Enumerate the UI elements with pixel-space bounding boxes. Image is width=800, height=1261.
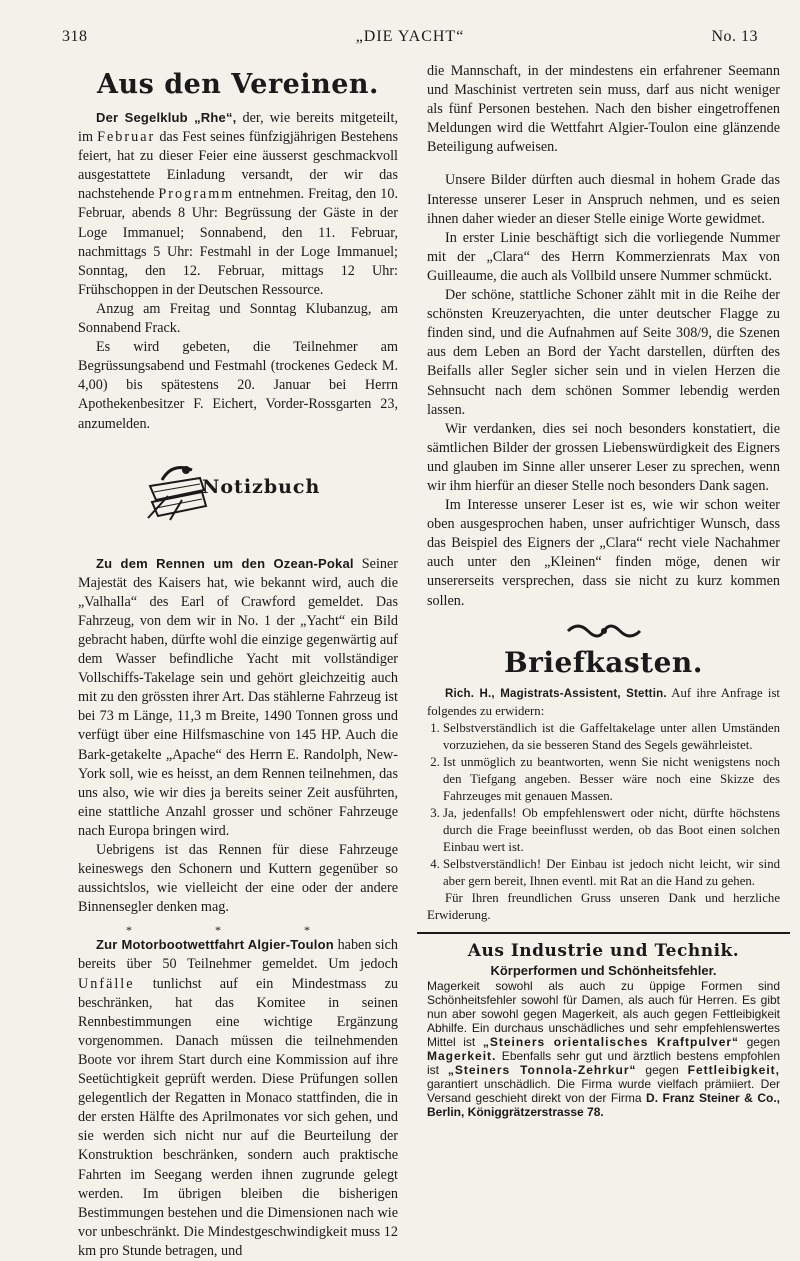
- horizontal-rule: [417, 932, 790, 934]
- briefkasten-body: [427, 685, 780, 924]
- brief-closing: Für Ihren freundlichen Gruss unseren Dank und herzliche Erwiderung.: [427, 890, 780, 922]
- paragraph-bilder: Unsere Bilder dürften auch diesmal in hohem Grade das Interesse unserer Leser in Anspruch nehmen, und es seien ihnen daher wieder an dieser Stelle einige Worte gewidmet.: [427, 172, 780, 227]
- paragraph-interesse: Im Interesse unserer Leser ist es, wie wir schon weiter oben ausgesprochen haben, unser aufrichtiger Wunsch, dass das Beispiel des Eigners der „Clara“ recht viele Nachahmer auch unter den „Kleinen“ finden möge, denen wir unsererseits versprechen, dass sie nicht zu kurz kommen sollen.: [427, 497, 780, 609]
- brief-intro: [427, 685, 780, 720]
- paragraph-ozean-pokal: [78, 554, 398, 841]
- section-separator-stars: * * *: [126, 923, 350, 938]
- industry-text-3: Ebenfalls sehr gut und ärztlich bestens empfohlen ist: [427, 1048, 780, 1077]
- section-heading-vereinen: Aus den Vereinen.: [97, 69, 379, 100]
- industry-magerkeit: Magerkeit.: [427, 1048, 497, 1063]
- motor-text-2: tunlichst auf ein Mindestmass zu beschränken, hat das Komitee in seinen Rennbestimmungen eine wichtige Ergänzung vorgenommen. Danach müssen die teilnehmenden Boote vor ihrem Start durch eine Kommission auf ihre Seetüchtigkeit geprüft werden. Diese Prüfungen sollen gelegentlich der Regatten in Monaco stattfinden, die in der ersten Hälfte des Aprilmonates vor sich gehen, und sie werden sich nicht nur auf die Beurteilung der Konstruktion beschränken, sondern auch praktische Fahrten im Seegang werden ihnen zugrunde gelegt werden. Im übrigen bleiben die bisherigen Bestimmungen bestehen und die Dimensionen nach wie vor unbeschränkt. Die Mindestgeschwindigkeit muss 12 km pro Stunde betragen, und: [78, 975, 398, 1259]
- paragraph-uebrigens: Uebrigens ist das Rennen für diese Fahrzeuge keineswegs den Schonern und Kuttern gegenüber so aussichtslos, wie vielleicht der eine oder der andere Binnensegler denken mag.: [78, 842, 398, 916]
- industry-text-1: Magerkeit sowohl als auch zu üppige Formen sind Schönheitsfehler sowohl für Damen, als auch für Herren. Es gibt nun aber sowohl gegen Magerkeit, als auch gegen Fettleibigkeit Abhilfe. Ein durchaus unschädliches und sehr empfehlenswertes Mittel ist: [427, 978, 780, 1049]
- segelklub-text-3: entnehmen. Freitag, den 10. Februar, abends 8 Uhr: Begrüssung der Gäste in der Loge Immanuel; Sonnabend, den 11. Februar, nachmittags 5 Uhr: Festmahl in der Loge Immanuel; Sonntag, den 12. Februar, mittags 12 Uhr: Frühschoppen in der Deutschen Ressource.: [78, 186, 398, 298]
- brief-answer: 3. Ja, jedenfalls! Ob empfehlenswert oder nicht, dürfte höchstens durch die Frage beeinflusst werden, ob das Boot einen solchen Einbau wert ist.: [443, 805, 780, 856]
- brief-lead: Rich. H., Magistrats-Assistent, Stettin.: [445, 687, 667, 700]
- segelklub-text-2: das Fest seines fünfzigjährigen Bestehens feiert, hat zu dieser Feier eine äusserst geschmackvoll ausgestattete Einladung versandt, der wir das nachstehende: [78, 129, 398, 203]
- section-heading-briefkasten: Briefkasten.: [503, 645, 704, 679]
- right-column: [427, 62, 780, 1119]
- paragraph-anzug: Anzug am Freitag und Sonntag Klubanzug, am Sonnabend Frack.: [78, 300, 398, 337]
- notizbuch-vignette: [142, 456, 322, 526]
- segelklub-lead: Der Segelklub „Rhe“,: [96, 110, 237, 125]
- paragraph-clara: In erster Linie beschäftigt sich die vorliegende Nummer mit der „Clara“ des Herrn Kommerzienrats Max von Guilleaume, die auch als Vollbild unsere Nummer schmückt.: [427, 229, 780, 284]
- industry-kraftpulver: „Steiners orientalisches Kraftpulver“: [482, 1034, 740, 1049]
- left-column: [78, 62, 398, 1261]
- industry-subheading: Körperformen und Schönheitsfehler.: [490, 962, 717, 978]
- ornament-icon: [564, 621, 644, 641]
- industry-text-4: gegen: [636, 1062, 688, 1077]
- journal-title: „DIE YACHT“: [355, 28, 465, 45]
- motor-text-1: haben sich bereits über 50 Teilnehmer gemeldet. Um jedoch: [78, 937, 398, 973]
- paragraph-verdanken: Wir verdanken, dies sei noch besonders konstatiert, die sämtlichen Bilder der grossen Liebenswürdigkeit des Eigners und glauben im Sinne aller unserer Leser zu sprechen, wenn wir ihm hierfür an dieser Stelle noch besonders Dank sagen.: [427, 420, 780, 494]
- paragraph-gebeten: Es wird gebeten, die Teilnehmer am Begrüssungsabend und Festmahl (trockenes Gedeck M. 4,00) bis spätestens 20. Januar bei Herrn Apothekenbesitzer F. Eichert, Vorder-Rossgarten 23, anzumelden.: [78, 339, 398, 432]
- page-header: [62, 28, 758, 52]
- page-number: 318: [62, 28, 88, 45]
- paragraph-motorboot: [78, 935, 398, 1261]
- industry-tonnola: „Steiners Tonnola-Zehrkur“: [447, 1062, 637, 1077]
- notizbuch-title: Notizbuch: [202, 475, 321, 498]
- segelklub-februar: Februar: [97, 129, 156, 146]
- industry-fett: Fettleibigkeit,: [687, 1062, 780, 1077]
- brief-intro-text: Auf ihre Anfrage ist folgendes zu erwidern:: [427, 685, 780, 718]
- industry-text-2: gegen: [739, 1034, 781, 1049]
- paragraph-schoner: Der schöne, stattliche Schoner zählt mit in die Reihe der schönsten Kreuzeryachten, die unter deutscher Flagge zu finden sind, und die Aufnahmen auf Seite 308/9, die Szenen aus dem Leben an Bord der Yacht darstellen, dürften des Beifalls aller Segler sicher sein und in vielen Herzen die Sehnsucht nach dem schönen Sommer lebendig werden lassen.: [427, 287, 780, 418]
- ozean-lead: Zu dem Rennen um den Ozean-Pokal: [96, 555, 354, 571]
- brief-answers-list: [427, 720, 780, 890]
- brief-answer: 2. Ist unmöglich zu beantworten, wenn Sie nicht wenigstens noch den Tiefgang angeben. Besser wäre noch eine Skizze des Fahrzeuges mit genauen Massen.: [443, 754, 780, 805]
- motor-unfaelle: Unfälle: [78, 975, 135, 992]
- motor-lead: Zur Motorbootwettfahrt Algier-Toulon: [96, 937, 334, 953]
- paragraph-continued: die Mannschaft, in der mindestens ein erfahrener Seemann und Maschinist vertreten sein muss, darf aus nicht weniger als fünf Personen bestehen. Nach den bisher eingetroffenen Meldungen wird die Wettfahrt Algier-Toulon eine glänzende Beteiligung aufweisen.: [427, 63, 780, 156]
- industry-firma: D. Franz Steiner & Co., Berlin, Königgrätzerstrasse 78.: [427, 1090, 780, 1119]
- segelklub-text-1: der, wie bereits mitgeteilt, im: [78, 110, 398, 146]
- segelklub-programm: Programm: [158, 186, 235, 203]
- ozean-text: Seiner Majestät des Kaisers hat, wie bekannt wird, auch die „Valhalla“ des Earl of Crawford gemeldet. Das Fahrzeug, von dem wir in No. 1 der „Yacht“ ein Bild gebracht haben, dürfte wohl die einzige gegenwärtig auf dem Wasser befindliche Yacht mit vollständiger Vollschiffs-Takelage sein und gehört gleichzeitig auch mit zu den grössten ihrer Art. Das stählerne Fahrzeug ist bei 73 m Länge, 11,3 m Breite, 1490 Tonnen gross und verfügt über eine Hilfsmaschine von 145 HP. Auch die Bark-getakelte „Apache“ des Herrn E. Randolph, New-York soll, wie es heisst, an dem Rennen teilnehmen, das uns also, wie wir dies ja bereits seiner Zeit ausführten, eine stattliche Anzahl grosser und schöner Fahrzeuge nach Europa bringen wird.: [78, 555, 398, 839]
- ornament-divider: [427, 621, 780, 641]
- industry-text-5: garantiert unschädlich. Die Firma wurde vielfach prämiiert. Der Versand geschieht direkt von der Firma: [427, 1076, 780, 1105]
- paragraph-segelklub: [78, 108, 398, 300]
- brief-answer: 4. Selbstverständlich! Der Einbau ist jedoch nicht leicht, wir sind aber gern bereit, Ihnen eventl. mit Rat an die Hand zu gehen.: [443, 856, 780, 890]
- issue-number: No. 13: [711, 28, 758, 45]
- industry-advertisement: [427, 964, 780, 1119]
- section-heading-industrie: Aus Industrie und Technik.: [467, 940, 740, 961]
- brief-answer: 1. Selbstverständlich ist die Gaffeltakelage unter allen Umständen vorzuziehen, da sie besseren Stand des Segels gewährleistet.: [443, 720, 780, 754]
